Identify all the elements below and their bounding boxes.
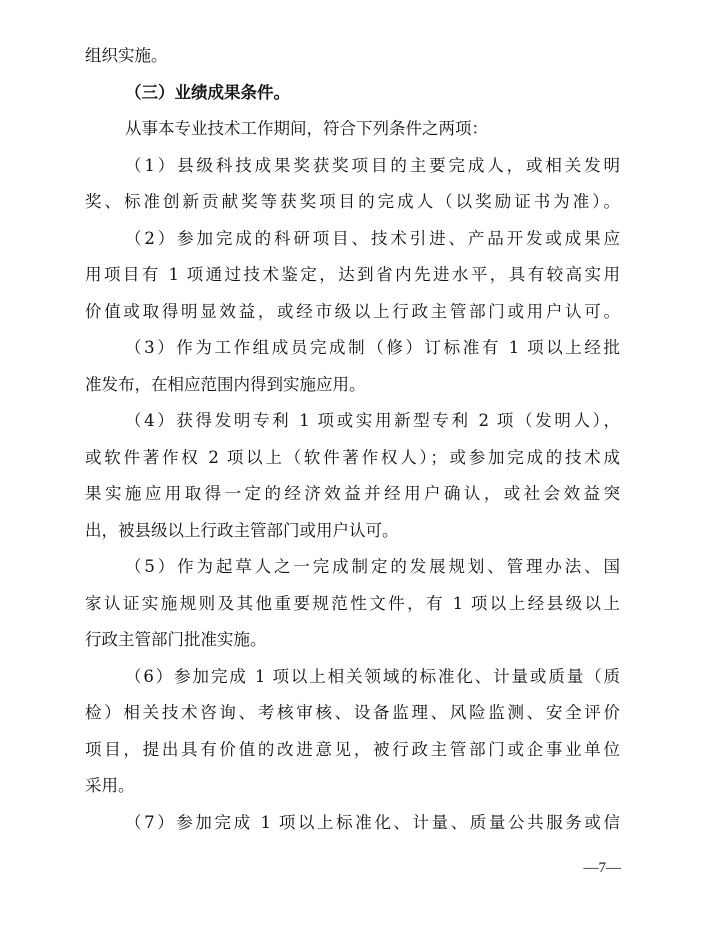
text-line: 组织实施。 — [85, 46, 168, 65]
text-line: （1）县级科技成果奖获奖项目的主要完成人，或相关发明 — [125, 155, 620, 175]
text-line: （2）参加完成的科研项目、技术引进、产品开发或成果应 — [125, 228, 620, 248]
text-line: 从事本专业技术工作期间，符合下列条件之两项： — [125, 119, 488, 138]
text-line: 家认证实施规则及其他重要规范性文件，有 1 项以上经县级以上 — [85, 593, 620, 613]
page-number: —7— — [583, 860, 621, 876]
text-line: （4）获得发明专利 1 项或实用新型专利 2 项（发明人）， — [125, 411, 620, 430]
text-line: 检）相关技术咨询、考核审核、设备监理、风险监测、安全评价 — [85, 703, 620, 722]
text-line: 果实施应用取得一定的经济效益并经用户确认，或社会效益突 — [85, 484, 620, 503]
text-line: 用项目有 1 项通过技术鉴定，达到省内先进水平，具有较高实用 — [85, 265, 620, 284]
text-line: （7）参加完成 1 项以上标准化、计量、质量公共服务或信 — [125, 812, 620, 832]
text-line: 奖、标准创新贡献奖等获奖项目的完成人（以奖励证书为准）。 — [85, 192, 620, 211]
text-line: 准发布，在相应范围内得到实施应用。 — [85, 374, 366, 394]
section-heading: （三）业绩成果条件。 — [125, 82, 290, 102]
text-line: 价值或取得明显效益，或经市级以上行政主管部门或用户认可。 — [85, 301, 620, 321]
document-body — [85, 38, 620, 841]
text-line: 或软件著作权 2 项以上（软件著作权人）；或参加完成的技术成 — [85, 447, 620, 467]
text-line: 项目，提出具有价值的改进意见，被行政主管部门或企事业单位 — [85, 739, 620, 759]
text-line: （6）参加完成 1 项以上相关领域的标准化、计量或质量（质 — [125, 666, 620, 686]
text-line: 采用。 — [85, 776, 135, 795]
text-line: （5）作为起草人之一完成制定的发展规划、管理办法、国 — [125, 557, 620, 576]
text-line: 行政主管部门批准实施。 — [85, 630, 267, 649]
text-line: （3）作为工作组成员完成制（修）订标准有 1 项以上经批 — [125, 338, 620, 357]
text-line: 出，被县级以上行政主管部门或用户认可。 — [85, 520, 399, 540]
